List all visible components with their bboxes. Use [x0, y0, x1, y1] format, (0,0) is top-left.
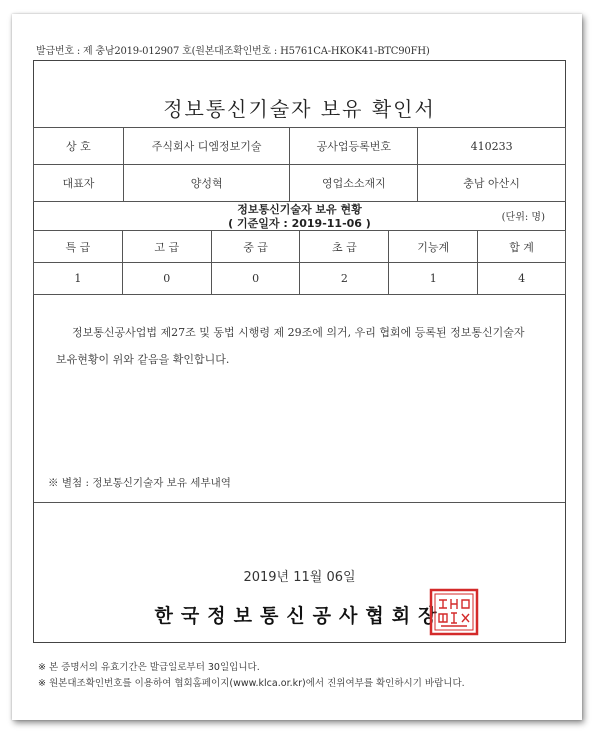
validity-note: ※ 본 증명서의 유효기간은 발급일로부터 30일입니다. — [38, 662, 260, 673]
table-row — [34, 231, 566, 263]
certificate-frame — [33, 60, 566, 643]
attachment-note: ※ 별첨 : 정보통신기술자 보유 세부내역 — [48, 477, 231, 489]
header-cell: 합 계 — [478, 231, 566, 263]
header-cell: 초 급 — [300, 231, 389, 263]
header-cell: 중 급 — [211, 231, 300, 263]
confirmation-line-1: 정보통신공사업법 제27조 및 동법 시행령 제 29조에 의거, 우리 협회에 등록된 정보통신기술자 — [72, 326, 525, 339]
value-cell: 2 — [300, 263, 389, 295]
divider — [34, 502, 565, 503]
table-row — [34, 128, 566, 165]
unit-label: (단위: 명) — [501, 212, 545, 223]
regno-label: 공사업등록번호 — [290, 128, 418, 165]
document-title: 정보통신기술자 보유 확인서 — [163, 97, 436, 121]
header-cell: 특 급 — [34, 231, 123, 263]
issue-date: 2019년 11월 06일 — [243, 570, 356, 585]
value-cell: 0 — [211, 263, 300, 295]
header-cell: 고 급 — [122, 231, 211, 263]
confirmation-text — [56, 319, 546, 373]
verification-note: ※ 원본대조확인번호를 이용하여 협회홈페이지(www.klca.or.kr)에서 진위여부를 확인하시기 바랍니다. — [38, 678, 465, 689]
table-row — [34, 165, 566, 202]
header-cell: 기능계 — [389, 231, 478, 263]
rep-label: 대표자 — [34, 165, 124, 202]
value-cell: 0 — [122, 263, 211, 295]
company-label: 상 호 — [34, 128, 124, 165]
value-cell: 1 — [34, 263, 123, 295]
holdings-date: ( 기준일자 : 2019-11-06 ) — [228, 217, 371, 230]
holdings-header — [34, 198, 565, 232]
issue-number: 발급번호 : 제 충남2019-012907 호(원본대조확인번호 : H5761CA-HKOK41-BTC90FH) — [36, 46, 430, 57]
value-cell: 1 — [389, 263, 478, 295]
table-row — [34, 263, 566, 295]
confirmation-line-2: 보유현황이 위와 같음을 확인합니다. — [56, 353, 230, 366]
company-value: 주식회사 디엠정보기술 — [123, 128, 290, 165]
official-seal-icon — [429, 588, 479, 636]
issuer-name: 한국정보통신공사협회장 — [154, 605, 445, 627]
holdings-table — [33, 230, 566, 295]
value-cell: 4 — [478, 263, 566, 295]
company-info-table — [33, 127, 566, 202]
addr-label: 영업소소재지 — [290, 165, 418, 202]
rep-value: 양성혁 — [123, 165, 290, 202]
regno-value: 410233 — [418, 128, 566, 165]
holdings-title: 정보통신기술자 보유 현황 — [237, 203, 362, 216]
addr-value: 충남 아산시 — [418, 165, 566, 202]
